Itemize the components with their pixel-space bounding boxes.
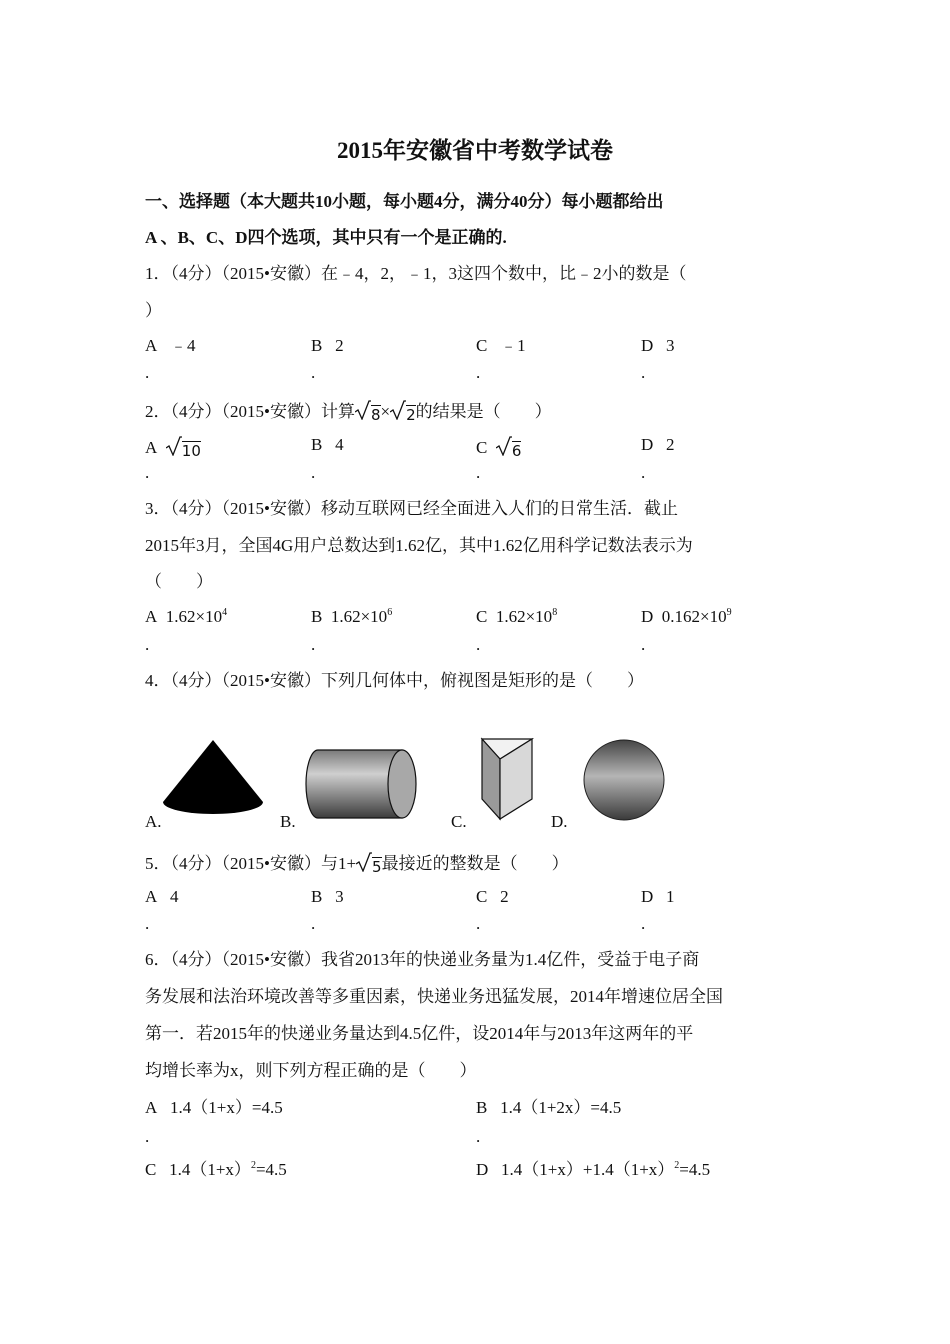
cone-figure: [160, 738, 266, 818]
option-letter: A: [145, 438, 158, 457]
option-letter: A: [145, 1098, 158, 1117]
q6-option-a: [145, 1099, 283, 1116]
q5-stem-suffix: 最接近的整数是（ ）: [381, 854, 569, 873]
option-base: 1.62×10: [495, 607, 553, 626]
option-letter: C: [145, 1160, 157, 1179]
option-dot: .: [641, 914, 646, 933]
q2-stem-suffix: 的结果是（ ）: [415, 402, 552, 421]
option-text: 1: [666, 887, 675, 906]
q1-option-d: [641, 337, 675, 354]
section-heading-line2: A 、B、C、D四个选项，其中只有一个是正确的.: [145, 228, 507, 247]
q4-label-b: B.: [280, 812, 296, 831]
radical-sign-icon: [355, 400, 371, 420]
option-letter: C: [476, 336, 488, 355]
option-letter: D: [641, 435, 654, 454]
option-letter: B: [476, 1098, 488, 1117]
sqrt-expression: [166, 436, 201, 459]
q1-stem-line2: ）: [145, 301, 162, 320]
option-dot: .: [145, 463, 150, 482]
option-dot: .: [476, 463, 481, 482]
option-dot: .: [145, 635, 150, 654]
option-dot: .: [145, 914, 150, 933]
q5-stem: [145, 852, 569, 875]
option-text: 2: [666, 435, 675, 454]
option-letter: C: [476, 607, 488, 626]
option-dot: .: [641, 635, 646, 654]
option-exponent: 2: [250, 1160, 256, 1171]
radicand: 5: [372, 858, 382, 876]
q2-option-c: [476, 436, 521, 459]
option-tail: =4.5: [679, 1160, 711, 1179]
option-tail: =4.5: [255, 1160, 287, 1179]
option-letter: D: [476, 1160, 489, 1179]
q3-option-a: [145, 608, 227, 625]
q2-option-b: [311, 436, 344, 453]
times-sign: ×: [380, 402, 391, 421]
q5-option-d: [641, 888, 675, 905]
q6-stem-line1: 6．（4分）（2015•安徽）我省2013年的快递业务量为1.4亿件，受益于电子商: [145, 950, 700, 969]
option-dot: .: [641, 463, 646, 482]
q4-label-d: D.: [551, 812, 568, 831]
option-letter: D: [641, 887, 654, 906]
radicand: 10: [181, 442, 201, 460]
option-exponent: 6: [387, 607, 393, 618]
option-letter: C: [476, 438, 488, 457]
radical-sign-icon: [356, 852, 372, 872]
option-base: 1.62×10: [330, 607, 388, 626]
option-text: 2: [335, 336, 344, 355]
option-text: ﹣1: [500, 336, 526, 355]
q5-option-a: [145, 888, 179, 905]
option-text: 2: [500, 887, 509, 906]
q1-option-a: [145, 337, 196, 354]
option-letter: D: [641, 336, 654, 355]
option-letter: A: [145, 336, 158, 355]
radical-sign-icon: [166, 436, 182, 456]
radical-sign-icon: [390, 400, 406, 420]
triangular-prism-figure: [478, 737, 536, 823]
option-text: 3: [335, 887, 344, 906]
q1-option-c: [476, 337, 526, 354]
option-exponent: 4: [222, 607, 228, 618]
q6-option-c: [145, 1161, 287, 1178]
section-heading-line1: 一、选择题（本大题共10小题，每小题4分，满分40分）每小题都给出: [145, 192, 664, 211]
option-dot: .: [311, 635, 316, 654]
option-dot: .: [311, 363, 316, 382]
option-letter: B: [311, 887, 323, 906]
option-dot: .: [311, 463, 316, 482]
option-letter: A: [145, 607, 158, 626]
page-title: 2015年安徽省中考数学试卷: [337, 138, 613, 163]
q4-stem: 4．（4分）（2015•安徽）下列几何体中，俯视图是矩形的是（ ）: [145, 671, 644, 690]
option-text: 1.4（1+x）=4.5: [170, 1098, 283, 1117]
radicand: 6: [511, 442, 522, 460]
q4-label-a: A.: [145, 812, 162, 831]
radicand: 8: [370, 406, 381, 424]
q3-option-b: [311, 608, 392, 625]
q6-option-b: [476, 1099, 621, 1116]
q2-stem: [145, 400, 552, 423]
option-text: 3: [666, 336, 675, 355]
option-text: 4: [170, 887, 179, 906]
sqrt-expression: [496, 436, 522, 459]
q3-stem-line3: （ ）: [145, 572, 213, 591]
option-dot: .: [476, 914, 481, 933]
q1-option-b: [311, 337, 344, 354]
sqrt-expression: [355, 400, 381, 423]
cylinder-figure: [304, 748, 420, 820]
q6-stem-line3: 第一．若2015年的快递业务量达到4.5亿件，设2014年与2013年这两年的平: [145, 1024, 694, 1043]
q6-option-d: [476, 1161, 710, 1178]
option-letter: A: [145, 887, 158, 906]
q2-option-a: [145, 436, 201, 459]
radical-sign-icon: [496, 436, 512, 456]
q5-option-c: [476, 888, 509, 905]
q5-stem-prefix: 5．（4分）（2015•安徽）与1+: [145, 854, 357, 873]
q2-option-d: [641, 436, 675, 453]
option-exponent: 2: [674, 1160, 680, 1171]
sqrt-expression: [390, 400, 416, 423]
option-exponent: 9: [726, 607, 732, 618]
radicand: 2: [406, 406, 416, 424]
q3-option-d: [641, 608, 732, 625]
q6-stem-line2: 务发展和法治环境改善等多重因素，快递业务迅猛发展，2014年增速位居全国: [145, 987, 723, 1006]
option-base: 0.162×10: [661, 607, 727, 626]
option-text: ﹣4: [170, 336, 196, 355]
option-dot: .: [641, 363, 646, 382]
option-text: 4: [335, 435, 344, 454]
option-base: 1.4（1+x）: [169, 1160, 251, 1179]
sqrt-expression: [356, 852, 382, 875]
option-dot: .: [476, 635, 481, 654]
q3-stem-line1: 3．（4分）（2015•安徽）移动互联网已经全面进入人们的日常生活．截止: [145, 499, 678, 518]
option-letter: B: [311, 336, 323, 355]
q4-label-c: C.: [451, 812, 467, 831]
q2-stem-prefix: 2．（4分）（2015•安徽）计算: [145, 402, 355, 421]
q5-option-b: [311, 888, 344, 905]
option-letter: C: [476, 887, 488, 906]
option-dot: .: [476, 363, 481, 382]
option-text: 1.4（1+2x）=4.5: [500, 1098, 622, 1117]
option-dot: .: [476, 1127, 481, 1146]
sphere-figure: [582, 738, 666, 822]
option-letter: B: [311, 607, 323, 626]
option-base: 1.62×10: [165, 607, 223, 626]
option-letter: B: [311, 435, 323, 454]
option-base: 1.4（1+x）+1.4（1+x）: [501, 1160, 675, 1179]
q3-stem-line2: 2015年3月，全国4G用户总数达到1.62亿，其中1.62亿用科学记数法表示为: [145, 536, 693, 555]
option-dot: .: [311, 914, 316, 933]
q1-stem-line1: 1．（4分）（2015•安徽）在﹣4，2，﹣1，3这四个数中，比﹣2小的数是（: [145, 264, 687, 283]
option-letter: D: [641, 607, 654, 626]
option-dot: .: [145, 363, 150, 382]
q3-option-c: [476, 608, 557, 625]
option-exponent: 8: [552, 607, 558, 618]
q6-stem-line4: 均增长率为x，则下列方程正确的是（ ）: [145, 1061, 477, 1080]
option-dot: .: [145, 1127, 150, 1146]
